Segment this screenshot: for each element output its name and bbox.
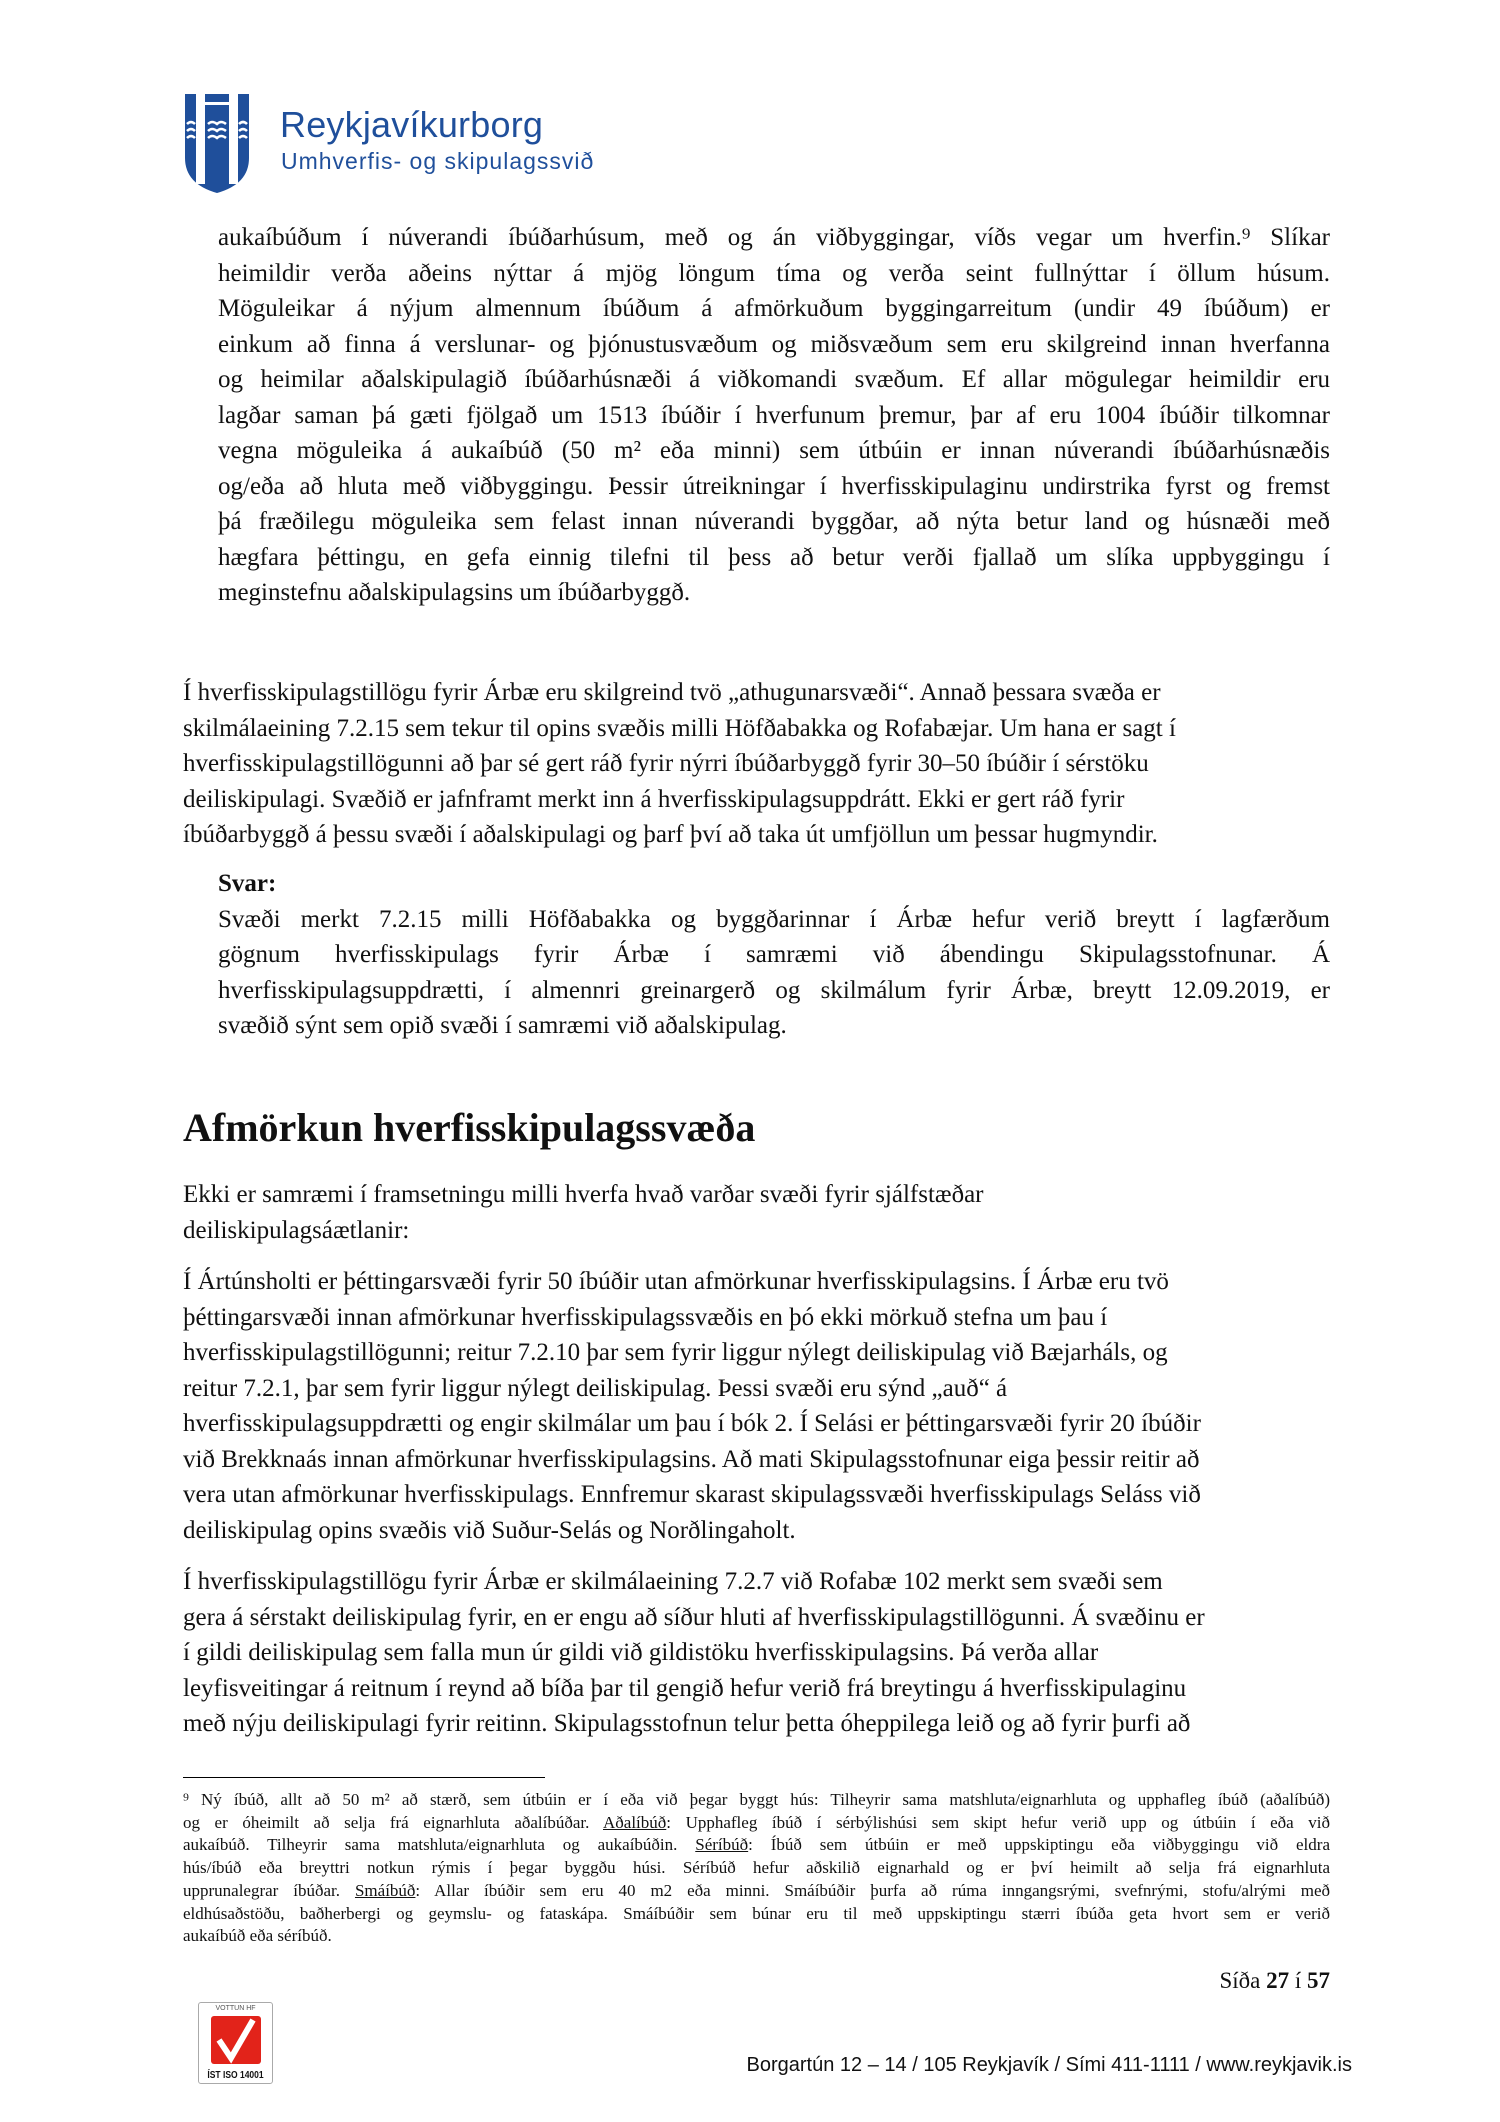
text-line bbox=[183, 1406, 1330, 1442]
text-segment: og heimilar aðalskipulagið íbúðarhúsnæði á viðkomandi svæðum. Ef allar mögulegar heimildir eru bbox=[218, 366, 1330, 393]
text-segment: upprunalegrar íbúðar. bbox=[183, 1880, 355, 1900]
text-line bbox=[218, 902, 1330, 938]
text-line bbox=[183, 1880, 1330, 1903]
text-line bbox=[183, 1834, 1330, 1857]
text-segment: aukaíbúð eða séríbúð. bbox=[183, 1926, 332, 1946]
text-line bbox=[218, 1008, 1330, 1044]
text-line bbox=[218, 540, 1330, 576]
text-segment: íbúðarbyggð á þessu svæði í aðalskipulagi og þarf því að taka út umfjöllun um þessar hugmyndir. bbox=[183, 821, 1158, 848]
text-segment: hverfisskipulagsuppdrætti, í almennri greinargerð og skilmálum fyrir Árbæ, breytt 12.09.2019, er bbox=[218, 976, 1330, 1004]
defined-term: Séríbúð bbox=[695, 1835, 749, 1855]
text-line bbox=[218, 256, 1330, 292]
text-line bbox=[218, 362, 1330, 398]
text-segment: vegna möguleika á aukaíbúð (50 m² eða minni) sem útbúin er innan núverandi íbúðarhúsnæðis bbox=[218, 437, 1330, 464]
page-total: 57 bbox=[1307, 1968, 1330, 1993]
page-separator: í bbox=[1289, 1968, 1307, 1993]
text-line bbox=[183, 1706, 1330, 1742]
text-segment: skilmálaeining 7.2.15 sem tekur til opins svæðis milli Höfðabakka og Rofabæjar. Um hana er sagt í bbox=[183, 714, 1176, 742]
text-line bbox=[183, 1335, 1330, 1371]
text-line bbox=[218, 937, 1330, 973]
text-segment: lagðar saman þá gæti fjölgað um 1513 íbúðir í hverfunum þremur, þar af eru 1004 íbúðir tilkomnar bbox=[218, 401, 1330, 429]
text-line bbox=[183, 1371, 1330, 1407]
text-segment: hverfisskipulagsuppdrætti og engir skilmálar um þau í bók 2. Í Selási er þéttingarsvæði fyrir 20 íbúðir bbox=[183, 1410, 1201, 1437]
text-segment: þéttingarsvæði innan afmörkunar hverfisskipulagssvæðis en þó ekki mörkuð stefna um þau í bbox=[183, 1303, 1108, 1331]
text-line bbox=[218, 469, 1330, 505]
text-segment: hverfisskipulagstillögunni að þar sé gert ráð fyrir nýrri íbúðarbyggð fyrir 30–50 íbúðir í sérstöku bbox=[183, 750, 1149, 777]
text-segment: og/eða að hluta með viðbyggingu. Þessir útreikningar í hverfisskipulaginu undirstrika fyrst og fremst bbox=[218, 472, 1330, 500]
text-line bbox=[183, 1671, 1330, 1707]
text-segment: í gildi deiliskipulag sem falla mun úr gildi við gildistöku hverfisskipulagsins. Þá verða allar bbox=[183, 1639, 1099, 1666]
text-segment: hægfara þéttingu, en gefa einnig tilefni til þess að betur verði fjallað um slíka uppbyggingu í bbox=[218, 543, 1330, 571]
text-segment: : Allar íbúðir sem eru 40 m2 eða minni. Smáíbúðir þurfa að rúma inngangsrými, svefnrými, stofu/alrými með bbox=[415, 1880, 1331, 1900]
text-line bbox=[183, 817, 1330, 853]
checkmark-icon bbox=[211, 2016, 261, 2064]
text-segment: deiliskipulag opins svæðis við Suður-Selás og Norðlingaholt. bbox=[183, 1516, 796, 1544]
text-segment: eldhúsaðstöðu, baðherbergi og geymslu- og fataskápa. Smáíbúðir sem búnar eru til með uppskiptingu stærri íbúða geta hvort sem er verið bbox=[183, 1903, 1330, 1923]
paragraph-artunsholt bbox=[183, 1264, 1330, 1548]
text-line bbox=[183, 1564, 1330, 1600]
text-segment: Í Ártúnsholti er þéttingarsvæði fyrir 50 íbúðir utan afmörkunar hverfisskipulagsins. Í Árbæ eru tvö bbox=[183, 1268, 1169, 1295]
text-line bbox=[183, 1300, 1330, 1336]
text-segment: vera utan afmörkunar hverfisskipulags. Ennfremur skarast skipulagssvæði hverfisskipulags Seláss við bbox=[183, 1481, 1201, 1508]
text-segment: Í hverfisskipulagstillögu fyrir Árbæ er skilmálaeining 7.2.7 við Rofabæ 102 merkt sem svæði sem bbox=[183, 1568, 1163, 1595]
text-segment: meginstefnu aðalskipulagsins um íbúðarbyggð. bbox=[218, 579, 691, 606]
section-heading: Afmörkun hverfisskipulagssvæða bbox=[183, 1105, 756, 1150]
text-line bbox=[218, 973, 1330, 1009]
text-segment: Svæði merkt 7.2.15 milli Höfðabakka og byggðarinnar í Árbæ hefur verið breytt í lagfærðum bbox=[218, 905, 1330, 933]
text-line bbox=[218, 504, 1330, 540]
text-line bbox=[183, 1513, 1330, 1549]
answer-block bbox=[218, 866, 1330, 1044]
footnote-divider bbox=[183, 1777, 545, 1778]
text-segment: aukaíbúð. Tilheyrir sama matshluta/eignarhluta og aukaíbúðin. bbox=[183, 1835, 696, 1855]
section-intro bbox=[183, 1177, 1330, 1248]
text-segment: deiliskipulagi. Svæðið er jafnframt merkt inn á hverfisskipulagsuppdrátt. Ekki er gert ráð fyrir bbox=[183, 785, 1125, 813]
text-segment: með nýju deiliskipulagi fyrir reitinn. Skipulagsstofnun telur þetta óheppilega leið og að fyrir þurfi að bbox=[183, 1710, 1191, 1737]
text-segment: gögnum hverfisskipulags fyrir Árbæ í samræmi við ábendingu Skipulagsstofnunar. Á bbox=[218, 941, 1330, 968]
reykjavik-shield-logo-icon bbox=[183, 92, 251, 195]
text-segment: hverfisskipulagstillögunni; reitur 7.2.10 þar sem fyrir liggur nýlegt deiliskipulag við Bæjarháls, og bbox=[183, 1339, 1168, 1366]
text-line bbox=[183, 1857, 1330, 1880]
text-segment: hús/íbúð eða breyttri notkun rýmis í þegar byggðu húsi. Séríbúð hefur aðskilið eignarhald og er því heimilt að selja frá eignarhluta bbox=[183, 1858, 1330, 1878]
text-line bbox=[218, 398, 1330, 434]
text-line bbox=[183, 1789, 1330, 1812]
text-line bbox=[183, 1903, 1330, 1926]
department-name: Umhverfis- og skipulagssvið bbox=[281, 148, 595, 174]
text-segment: einkum að finna á verslunar- og þjónustusvæðum og miðsvæðum sem eru skilgreind innan hverfanna bbox=[218, 330, 1330, 358]
text-line bbox=[183, 1600, 1330, 1636]
defined-term: Smáíbúð bbox=[354, 1880, 416, 1900]
org-name: Reykjavíkurborg bbox=[280, 104, 544, 145]
text-line bbox=[183, 1812, 1330, 1835]
page-current: 27 bbox=[1266, 1968, 1290, 1993]
text-segment: leyfisveitingar á reitnum í reynd að bíða þar til gengið hefur verið frá breytingu á hverfisskipulaginu bbox=[183, 1674, 1187, 1702]
text-segment: við Brekknaás innan afmörkunar hverfisskipulagsins. Að mati Skipulagsstofnunar eiga þessir reitir að bbox=[183, 1445, 1200, 1473]
text-segment: : Upphafleg íbúð í sérbýlishúsi sem skipt hefur verið upp og útbúin í eða við bbox=[666, 1812, 1330, 1832]
text-line bbox=[183, 675, 1330, 711]
answer-text bbox=[218, 902, 1330, 1044]
text-segment: aukaíbúðum í núverandi íbúðarhúsum, með og án viðbyggingar, víðs vegar um hverfin.⁹ Slíkar bbox=[218, 224, 1330, 251]
text-line bbox=[183, 1442, 1330, 1478]
text-segment: Í hverfisskipulagstillögu fyrir Árbæ eru skilgreind tvö „athugunarsvæði“. Annað þessara svæða er bbox=[183, 679, 1161, 706]
paragraph-rofabaer bbox=[183, 1564, 1330, 1742]
paragraph-athugunarsvaedi bbox=[183, 675, 1330, 853]
text-line bbox=[218, 433, 1330, 469]
text-segment: reitur 7.2.1, þar sem fyrir liggur nýlegt deiliskipulag. Þessi svæði eru sýnd „auð“ á bbox=[183, 1374, 1008, 1402]
text-line bbox=[183, 1264, 1330, 1300]
text-line bbox=[183, 1635, 1330, 1671]
page-number bbox=[1219, 1968, 1330, 1994]
text-line bbox=[218, 291, 1330, 327]
text-segment: : Íbúð sem útbúin er með uppskiptingu eða viðbyggingu við eldra bbox=[748, 1835, 1330, 1855]
text-segment: deiliskipulagsáætlanir: bbox=[183, 1216, 410, 1244]
defined-term: Aðalíbúð bbox=[603, 1812, 667, 1832]
iso-badge-top-text: VOTTUN HF bbox=[215, 2005, 256, 2012]
footnote-9 bbox=[183, 1789, 1330, 1948]
text-segment: Ekki er samræmi í framsetningu milli hverfa hvað varðar svæði fyrir sjálfstæðar bbox=[183, 1181, 984, 1208]
iso-14001-badge bbox=[198, 2002, 273, 2084]
text-segment: heimildir verða aðeins nýttar á mjög löngum tíma og verða seint fullnýttar í öllum húsum. bbox=[218, 259, 1330, 287]
text-line bbox=[183, 1213, 1330, 1249]
text-segment: gera á sérstakt deiliskipulag fyrir, en er engu að síður hluti af hverfisskipulagstillögunni. Á svæðinu er bbox=[183, 1603, 1205, 1631]
text-line bbox=[218, 575, 1330, 611]
page-prefix: Síða bbox=[1219, 1968, 1267, 1993]
text-segment: þá fræðilegu möguleika sem felast innan núverandi byggðar, að nýta betur land og húsnæði með bbox=[218, 508, 1330, 535]
indented-quote-block bbox=[218, 220, 1330, 611]
text-line bbox=[183, 711, 1330, 747]
text-segment: ⁹ Ný íbúð, allt að 50 m² að stærð, sem útbúin er í eða við þegar byggt hús: Tilheyrir sama matshluta/eignarhluta og upphafleg íbúð (aðalíbúð) bbox=[183, 1790, 1330, 1809]
text-line bbox=[183, 1177, 1330, 1213]
text-segment: og er óheimilt að selja frá eignarhluta aðalíbúðar. bbox=[183, 1812, 603, 1832]
text-line bbox=[218, 220, 1330, 256]
text-line bbox=[183, 782, 1330, 818]
answer-label: Svar: bbox=[218, 870, 277, 897]
text-segment: Möguleikar á nýjum almennum íbúðum á afmörkuðum byggingarreitum (undir 49 íbúðum) er bbox=[218, 295, 1330, 322]
text-line bbox=[183, 1477, 1330, 1513]
text-line bbox=[183, 746, 1330, 782]
footer-address: Borgartún 12 – 14 / 105 Reykjavík / Sími 411-1111 / www.reykjavik.is bbox=[746, 2054, 1352, 2076]
text-line bbox=[183, 1925, 1330, 1948]
iso-badge-bottom-text: ÍST ISO 14001 bbox=[207, 2070, 264, 2081]
text-segment: svæðið sýnt sem opið svæði í samræmi við aðalskipulag. bbox=[218, 1012, 787, 1039]
text-line bbox=[218, 327, 1330, 363]
